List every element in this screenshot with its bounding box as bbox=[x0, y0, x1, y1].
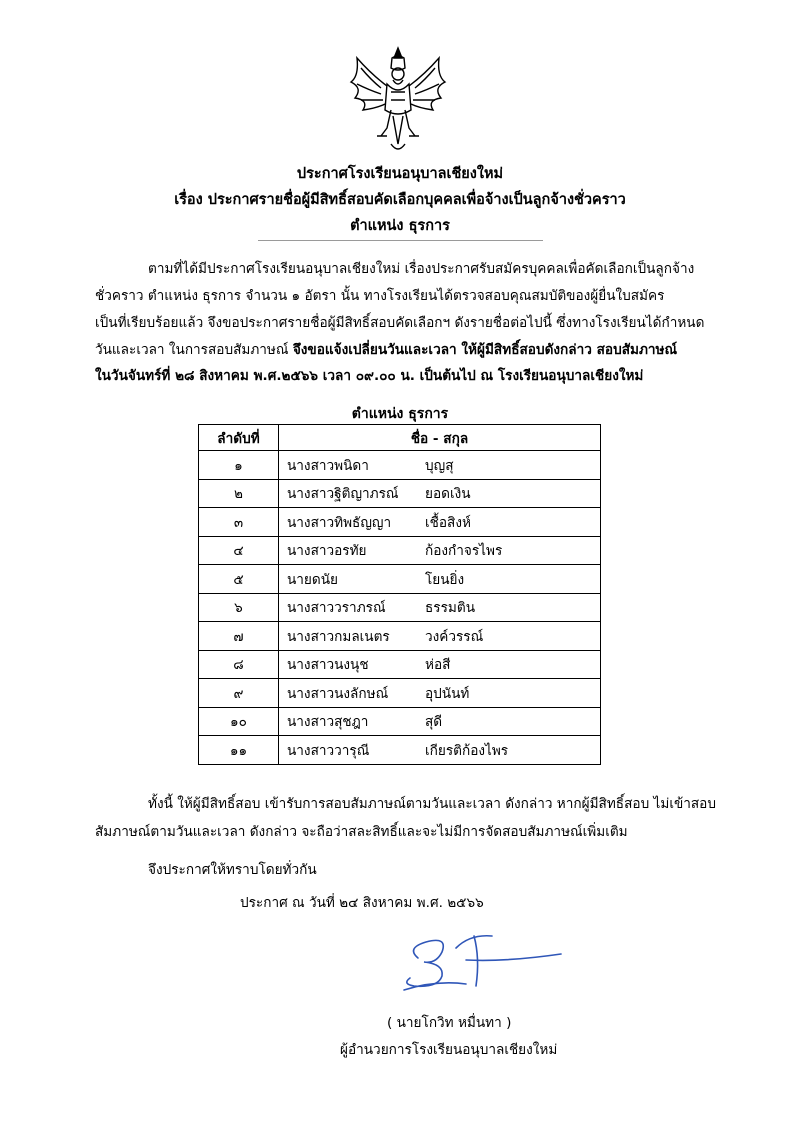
signer-position: ผู้อำนวยการโรงเรียนอนุบาลเชียงใหม่ bbox=[340, 1042, 558, 1058]
last-name: อุปนันท์ bbox=[425, 685, 470, 702]
row-number: ๖ bbox=[199, 593, 279, 622]
table-row bbox=[199, 536, 601, 565]
announcement-subject: เรื่อง ประกาศรายชื่อผู้มีสิทธิ์สอบคัดเลือกบุคคลเพื่อจ้างเป็นลูกจ้างชั่วคราว bbox=[174, 192, 626, 208]
last-name: สุดี bbox=[425, 714, 443, 731]
row-name bbox=[279, 736, 601, 765]
last-name: ห่อสี bbox=[425, 657, 451, 674]
first-name: นางสาวทิพธัญญา bbox=[287, 514, 392, 531]
table-row bbox=[199, 650, 601, 679]
table-row bbox=[199, 451, 601, 480]
row-name bbox=[279, 451, 601, 480]
first-name: นางสาวนงลักษณ์ bbox=[287, 685, 389, 702]
last-name: ธรรมติน bbox=[425, 600, 475, 617]
signer-name: ( นายโกวิท หมื่นทา ) bbox=[387, 1015, 512, 1031]
announcement-position: ตำแหน่ง ธุรการ bbox=[350, 218, 450, 234]
first-name: นางสาวสุชฎา bbox=[287, 714, 369, 731]
row-name bbox=[279, 622, 601, 651]
row-number: ๑๐ bbox=[199, 707, 279, 736]
signature-icon bbox=[396, 928, 566, 996]
garuda-emblem-icon bbox=[347, 44, 449, 156]
paragraph-1-line-2: ชั่วคราว ตำแหน่ง ธุรการ จำนวน ๑ อัตรา นั้น ทางโรงเรียนได้ตรวจสอบคุณสมบัติของผู้ยื่นใบสมัคร bbox=[95, 288, 665, 304]
row-name bbox=[279, 650, 601, 679]
table-row bbox=[199, 736, 601, 765]
row-name bbox=[279, 679, 601, 708]
first-name: นางสาวนงนุช bbox=[287, 657, 369, 674]
row-number: ๙ bbox=[199, 679, 279, 708]
row-name bbox=[279, 565, 601, 594]
row-name bbox=[279, 508, 601, 537]
paragraph-1-line-1: ตามที่ได้มีประกาศโรงเรียนอนุบาลเชียงใหม่ เรื่องประกาศรับสมัครบุคคลเพื่อคัดเลือกเป็นลูกจ้าง bbox=[148, 261, 695, 277]
table-row bbox=[199, 679, 601, 708]
row-number: ๑ bbox=[199, 451, 279, 480]
last-name: โยนยิ่ง bbox=[425, 571, 465, 588]
table-row bbox=[199, 622, 601, 651]
announcement-date: ประกาศ ณ วันที่ ๒๔ สิงหาคม พ.ศ. ๒๕๖๖ bbox=[240, 895, 484, 911]
paragraph-1-line-4-plain: วันและเวลา ในการสอบสัมภาษณ์ bbox=[95, 342, 293, 358]
table-row bbox=[199, 508, 601, 537]
table-row bbox=[199, 707, 601, 736]
first-name: นายดนัย bbox=[287, 571, 338, 588]
row-number: ๕ bbox=[199, 565, 279, 594]
paragraph-1-line-4 bbox=[95, 338, 677, 360]
first-name: นางสาวพนิดา bbox=[287, 457, 369, 474]
last-name: ยอดเงิน bbox=[425, 486, 471, 503]
first-name: นางสาวกมลเนตร bbox=[287, 628, 390, 645]
paragraph-1-line-5: ในวันจันทร์ที่ ๒๘ สิงหาคม พ.ศ.๒๕๖๖ เวลา ๐๙.๐๐ น. เป็นต้นไป ณ โรงเรียนอนุบาลเชียงใหม่ bbox=[95, 368, 644, 384]
row-number: ๔ bbox=[199, 536, 279, 565]
paragraph-1-line-4-bold: จึงขอแจ้งเปลี่ยนวันและเวลา ให้ผู้มีสิทธิ์สอบดังกล่าว สอบสัมภาษณ์ bbox=[292, 342, 678, 358]
table-caption: ตำแหน่ง ธุรการ bbox=[351, 406, 449, 422]
first-name: นางสาววราภรณ์ bbox=[287, 600, 386, 617]
row-number: ๘ bbox=[199, 650, 279, 679]
closing-statement: จึงประกาศให้ทราบโดยทั่วกัน bbox=[148, 862, 317, 878]
row-number: ๗ bbox=[199, 622, 279, 651]
paragraph-1-line-3: เป็นที่เรียบร้อยแล้ว จึงขอประกาศรายชื่อผู้มีสิทธิ์สอบคัดเลือกฯ ดังรายชื่อต่อไปนี้ ซึ่งทางโรงเรียนได้กำหนด bbox=[95, 315, 705, 331]
row-number: ๒ bbox=[199, 479, 279, 508]
table-header-row bbox=[199, 425, 601, 451]
row-name bbox=[279, 707, 601, 736]
column-header-no: ลำดับที่ bbox=[199, 425, 279, 451]
table-row bbox=[199, 593, 601, 622]
announcement-title: ประกาศโรงเรียนอนุบาลเชียงใหม่ bbox=[296, 166, 504, 182]
row-name bbox=[279, 479, 601, 508]
paragraph-2-line-2: สัมภาษณ์ตามวันและเวลา ดังกล่าว จะถือว่าสละสิทธิ์และจะไม่มีการจัดสอบสัมภาษณ์เพิ่มเติม bbox=[95, 824, 628, 840]
table-row bbox=[199, 479, 601, 508]
first-name: นางสาวอรทัย bbox=[287, 543, 367, 560]
last-name: บุญสุ bbox=[425, 457, 454, 474]
first-name: นางสาววารุณี bbox=[287, 742, 370, 759]
row-number: ๓ bbox=[199, 508, 279, 537]
column-header-name: ชื่อ - สกุล bbox=[279, 425, 601, 451]
row-name bbox=[279, 593, 601, 622]
row-name bbox=[279, 536, 601, 565]
paragraph-2-line-1: ทั้งนี้ ให้ผู้มีสิทธิ์สอบ เข้ารับการสอบสัมภาษณ์ตามวันและเวลา ดังกล่าว หากผู้มีสิทธิ์สอบ ไม่เข้าสอบ bbox=[148, 796, 716, 812]
last-name: ก้องกำจรไพร bbox=[425, 543, 503, 560]
last-name: วงค์วรรณ์ bbox=[425, 628, 484, 645]
candidate-table bbox=[198, 424, 601, 765]
header-divider bbox=[258, 240, 543, 241]
last-name: เกียรติก้องไพร bbox=[425, 742, 509, 759]
row-number: ๑๑ bbox=[199, 736, 279, 765]
table-row bbox=[199, 565, 601, 594]
last-name: เชื้อสิงห์ bbox=[425, 514, 471, 531]
first-name: นางสาวฐิติญาภรณ์ bbox=[287, 486, 399, 503]
